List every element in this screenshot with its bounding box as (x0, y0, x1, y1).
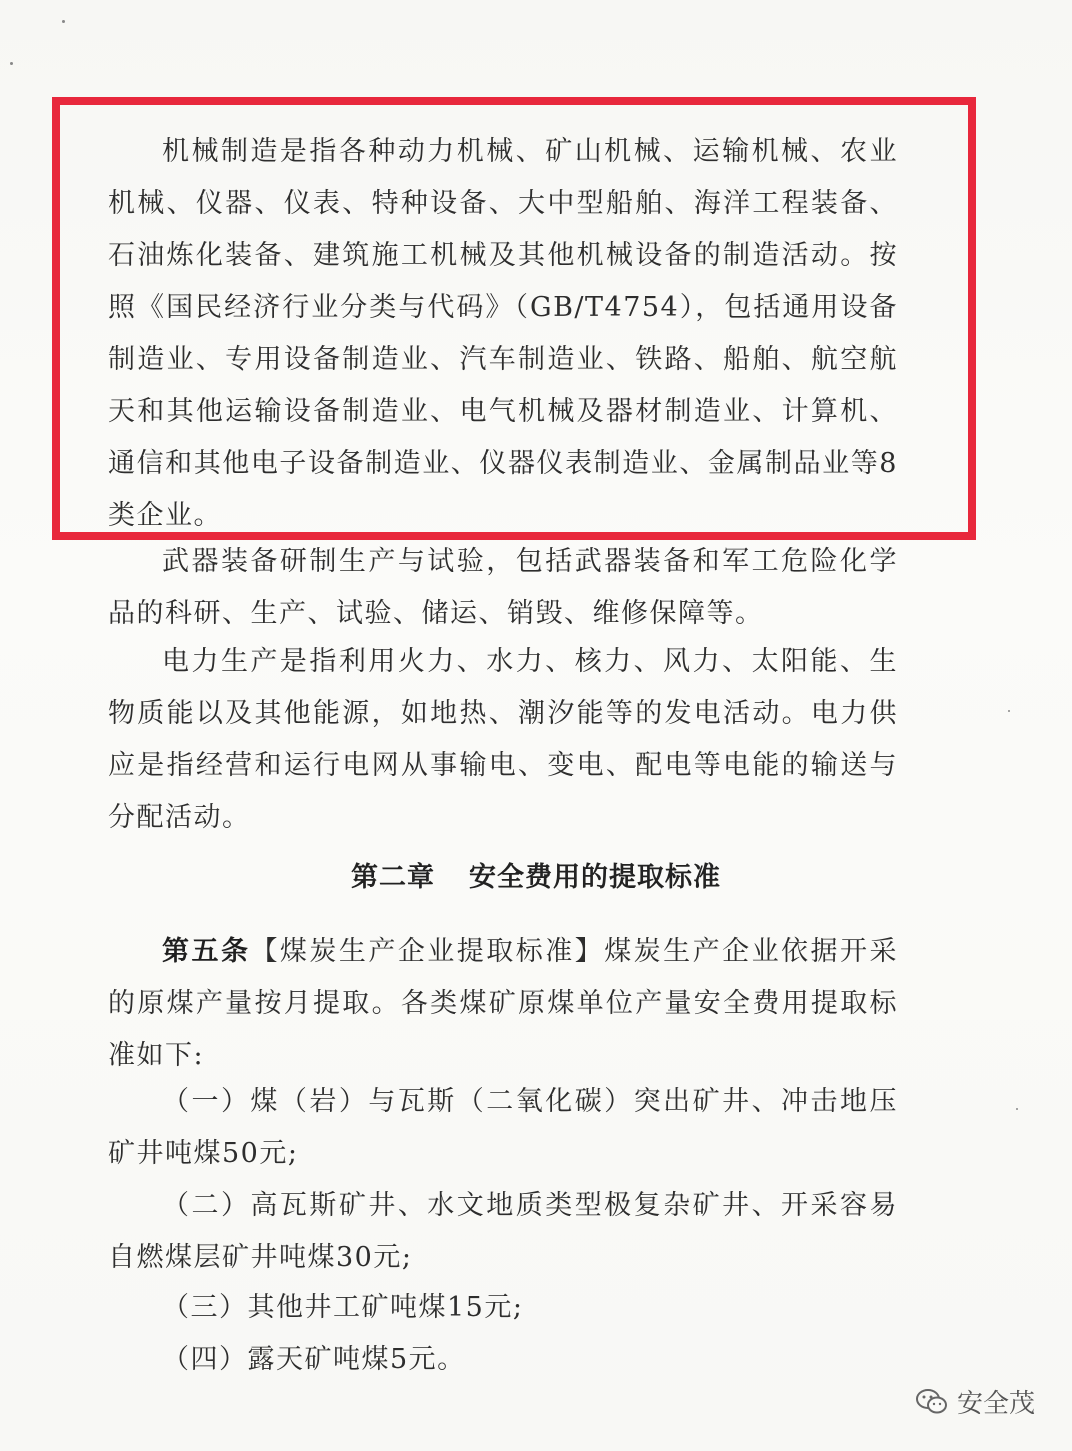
chapter-title: 安全费用的提取标准 (469, 862, 721, 893)
article-5-body: 煤炭生产企业依据开采的原煤产量按月提取。各类煤矿原煤单位产量安全费用提取标准如下: (108, 936, 898, 1071)
weapons-paragraph: 武器装备研制生产与试验，包括武器装备和军工危险化学品的科研、生产、试验、储运、销毁、维修保障等。 (108, 546, 898, 629)
article-5-paragraph (108, 926, 898, 1082)
watermark-text: 安全茂 (957, 1389, 1036, 1419)
list-item-4: （四）露天矿吨煤5元。 (162, 1344, 466, 1375)
paper-speck (10, 62, 13, 65)
wechat-icon (915, 1387, 949, 1417)
article-5-heading: 第五条 (162, 936, 251, 967)
paper-speck (1008, 710, 1010, 712)
highlighted-paragraph: 机械制造是指各种动力机械、矿山机械、运输机械、农业机械、仪器、仪表、特种设备、大中型船舶、海洋工程装备、石油炼化装备、建筑施工机械及其他机械设备的制造活动。按照《国民经济行业分类与代码》（GB/T4754），包括通用设备制造业、专用设备制造业、汽车制造业、铁路、船舶、航空航天和其他运输设备制造业、电气机械及器材制造业、计算机、通信和其他电子设备制造业、仪器仪表制造业、金属制品业等8类企业。 (108, 136, 898, 531)
paper-speck (1016, 1108, 1018, 1110)
paper-speck (62, 20, 65, 23)
list-item-1: （一）煤（岩）与瓦斯（二氧化碳）突出矿井、冲击地压矿井吨煤50元; (108, 1086, 898, 1169)
red-highlight-box (52, 97, 976, 540)
list-item-3: （三）其他井工矿吨煤15元; (162, 1292, 524, 1323)
power-paragraph: 电力生产是指利用火力、水力、核力、风力、太阳能、生物质能以及其他能源，如地热、潮汐能等的发电活动。电力供应是指经营和运行电网从事输电、变电、配电等电能的输送与分配活动。 (108, 646, 898, 833)
list-item-2: （二）高瓦斯矿井、水文地质类型极复杂矿井、开采容易自燃煤层矿井吨煤30元; (108, 1190, 898, 1273)
watermark (915, 1383, 1035, 1420)
chapter-number: 第二章 (351, 862, 435, 893)
chapter-heading (0, 853, 1072, 903)
article-5-bracket-title: 【煤炭生产企业提取标准】 (250, 936, 605, 967)
